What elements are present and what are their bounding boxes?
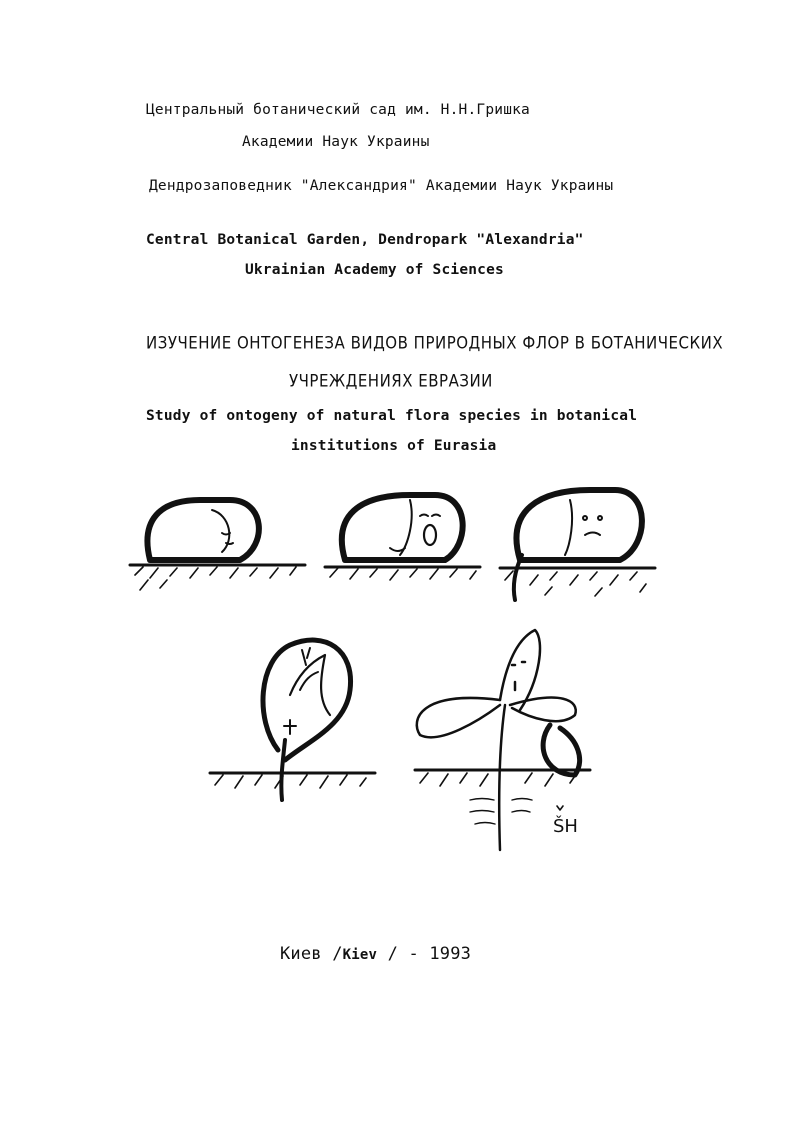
seed-yawning-drawing xyxy=(325,495,480,580)
dendropark-ru: Дендрозаповедник "Александрия" Академии Наук Украины xyxy=(149,178,614,194)
city-en: Kiev xyxy=(342,947,378,963)
seed-sprouting-drawing xyxy=(500,490,655,600)
institution-en-line2: Ukrainian Academy of Sciences xyxy=(245,262,504,278)
title-ru-line2: УЧРЕЖДЕНИЯХ ЕВРАЗИИ xyxy=(289,370,493,392)
title-en-line2: institutions of Eurasia xyxy=(291,438,497,454)
publication-year: 1993 xyxy=(429,944,472,964)
separator: / xyxy=(332,944,343,964)
institution-ru-line2: Академии Наук Украины xyxy=(242,134,430,150)
footer-publication-line xyxy=(280,944,471,964)
institution-en-line1: Central Botanical Garden, Dendropark "Alexandria" xyxy=(146,232,584,248)
title-en-line1: Study of ontogeny of natural flora species in botanical xyxy=(146,408,638,424)
city-ru: Киев xyxy=(280,944,322,964)
separator-dash: / - xyxy=(387,944,419,964)
title-ru-line1: ИЗУЧЕНИЕ ОНТОГЕНЕЗА ВИДОВ ПРИРОДНЫХ ФЛОР В БОТАНИЧЕСКИХ xyxy=(146,332,724,354)
illustrator-signature: ŠH xyxy=(553,816,578,837)
seed-sleeping-drawing xyxy=(130,500,305,590)
seedling-emerging-drawing xyxy=(210,640,375,800)
institution-ru-line1: Центральный ботанический сад им. Н.Н.Гришка xyxy=(146,102,530,118)
